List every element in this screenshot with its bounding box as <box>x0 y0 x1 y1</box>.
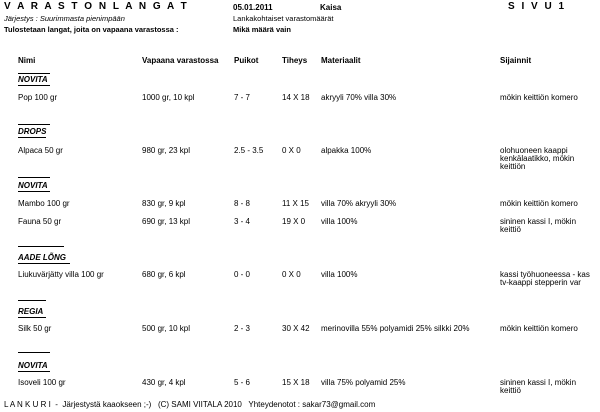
brand-heading: NOVITA <box>18 181 48 190</box>
yarn-material: villa 100% <box>321 217 358 226</box>
page-number: S I V U 1 <box>508 1 567 12</box>
yarn-name: Liukuvärjätty villa 100 gr <box>18 270 104 279</box>
brand-heading: REGIA <box>18 307 44 316</box>
yarn-gauge: 0 X 0 <box>282 270 301 279</box>
yarn-needles: 5 - 6 <box>234 378 251 387</box>
yarn-available: 500 gr, 10 kpl <box>142 324 191 333</box>
brand-underline <box>18 85 50 86</box>
yarn-available: 690 gr, 13 kpl <box>142 217 191 226</box>
yarn-material: alpakka 100% <box>321 146 372 155</box>
yarn-needles: 3 - 4 <box>234 217 251 226</box>
yarn-name: Alpaca 50 gr <box>18 146 63 155</box>
yarn-location: olohuoneen kaappi kenkälaatikko, mökin keittiön <box>500 146 575 171</box>
yarn-name: Mambo 100 gr <box>18 199 70 208</box>
yarn-location: sininen kassi I, mökin keittiö <box>500 378 577 395</box>
group-separator <box>18 73 50 74</box>
yarn-gauge: 19 X 0 <box>282 217 306 226</box>
yarn-material: akryyli 70% villa 30% <box>321 93 397 102</box>
yarn-needles: 8 - 8 <box>234 199 251 208</box>
yarn-name: Pop 100 gr <box>18 93 58 102</box>
yarn-material: merinovilla 55% polyamidi 25% silkki 20% <box>321 324 470 333</box>
brand-heading: DROPS <box>18 127 47 136</box>
brand-heading: NOVITA <box>18 361 48 370</box>
report-date: 05.01.2011 <box>233 3 273 12</box>
group-separator <box>18 177 50 178</box>
report-type: Lankakohtaiset varastomäärät <box>233 14 334 23</box>
yarn-gauge: 11 X 15 <box>282 199 309 208</box>
filter-line: Tulostetaan langat, joita on vapaana varastossa : <box>4 25 179 34</box>
yarn-needles: 0 - 0 <box>234 270 251 279</box>
col-header-material: Materiaalit <box>321 56 361 65</box>
yarn-gauge: 15 X 18 <box>282 378 310 387</box>
yarn-location: sininen kassi I, mökin keittiö <box>500 217 577 234</box>
brand-underline <box>18 371 50 372</box>
yarn-gauge: 14 X 18 <box>282 93 310 102</box>
footer-credits: L A N K U R I - Järjestystä kaaokseen ;-) (C) SAMI VIITALA 2010 Yhteydenotot : sakar73@gmail.com <box>4 400 376 409</box>
yarn-name: Silk 50 gr <box>18 324 52 333</box>
col-header-needles: Puikot <box>234 56 259 65</box>
yarn-gauge: 30 X 42 <box>282 324 310 333</box>
yarn-name: Isoveli 100 gr <box>18 378 66 387</box>
yarn-available: 1000 gr, 10 kpl <box>142 93 195 102</box>
group-separator <box>18 352 50 353</box>
group-separator <box>18 300 46 301</box>
yarn-location: mökin keittiön komero <box>500 93 578 102</box>
brand-underline <box>18 191 50 192</box>
yarn-available: 680 gr, 6 kpl <box>142 270 186 279</box>
report-user: Kaisa <box>320 3 342 12</box>
col-header-name: Nimi <box>18 56 36 65</box>
brand-underline <box>18 317 46 318</box>
group-separator <box>18 124 50 125</box>
yarn-material: villa 70% akryyli 30% <box>321 199 397 208</box>
sort-order-line: Järjestys : Suurimmasta pienimpään <box>4 14 125 23</box>
group-separator <box>18 246 64 247</box>
yarn-name: Fauna 50 gr <box>18 217 62 226</box>
yarn-location: mökin keittiön komero <box>500 324 578 333</box>
yarn-material: villa 100% <box>321 270 358 279</box>
brand-underline <box>18 263 70 264</box>
yarn-location: mökin keittiön komero <box>500 199 578 208</box>
yarn-location: kassi työhuoneessa - kas tv-kaappi stepperin var <box>500 270 590 287</box>
brand-heading: NOVITA <box>18 75 48 84</box>
yarn-available: 430 gr, 4 kpl <box>142 378 186 387</box>
brand-underline <box>18 137 46 138</box>
yarn-gauge: 0 X 0 <box>282 146 301 155</box>
col-header-location: Sijainnit <box>500 56 532 65</box>
yarn-needles: 2 - 3 <box>234 324 251 333</box>
yarn-needles: 2.5 - 3.5 <box>234 146 264 155</box>
col-header-gauge: Tiheys <box>282 56 308 65</box>
yarn-material: villa 75% polyamid 25% <box>321 378 406 387</box>
yarn-available: 830 gr, 9 kpl <box>142 199 186 208</box>
brand-heading: AADE LÕNG <box>18 253 66 262</box>
yarn-available: 980 gr, 23 kpl <box>142 146 191 155</box>
report-title: V A R A S T O N L A N G A T <box>4 1 189 12</box>
filter-value: Mikä määrä vain <box>233 25 291 34</box>
yarn-needles: 7 - 7 <box>234 93 251 102</box>
col-header-available: Vapaana varastossa <box>142 56 219 65</box>
